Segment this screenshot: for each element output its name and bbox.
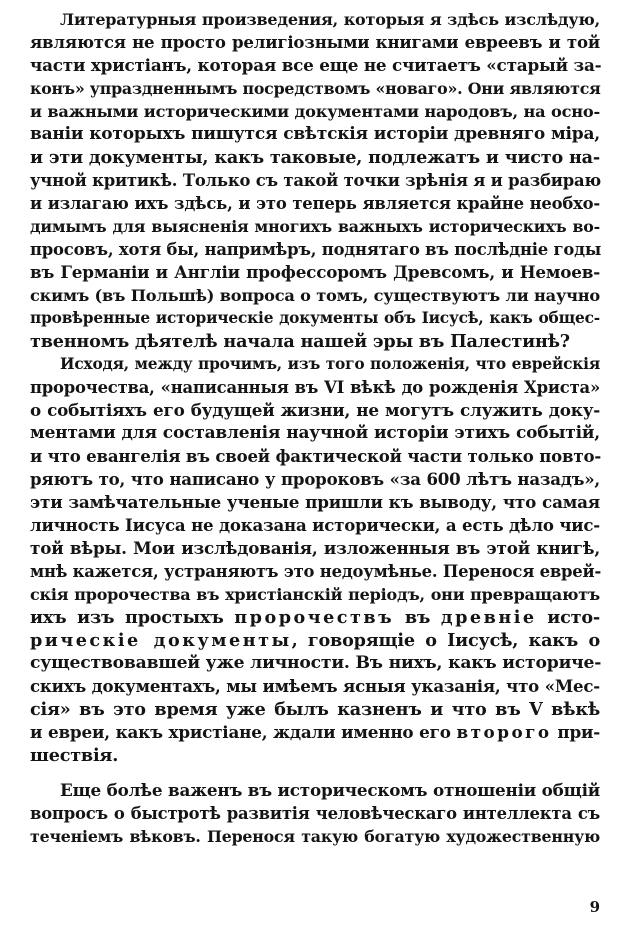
text-line: являются не просто религіозными книгами евреевъ и той — [30, 32, 600, 52]
text-line: скимъ (въ Польшѣ) вопроса о томъ, существуютъ ли научно — [30, 286, 600, 305]
text-line: провѣренные историческіе документы объ Іисусѣ, какъ общес- — [30, 309, 600, 327]
spaced-emphasis: рическіе документы — [30, 630, 292, 651]
text-span: и евреи, какъ христіане, ждали именно его — [30, 722, 457, 742]
text-line: и важными историческими документами народовъ, на осно- — [30, 102, 600, 121]
text-line: пророчества, «написанныя въ VI вѣкѣ до рожденія Христа» — [30, 378, 600, 397]
text-line: и что евангелія въ своей фактической части только повто- — [30, 446, 602, 466]
text-line: существовавшей уже личности. Въ нихъ, какъ историче- — [30, 653, 602, 673]
text-line: твенномъ дѣятелѣ начала нашей эры въ Палестинѣ? — [30, 331, 570, 352]
text-line: Еще болѣе важенъ въ историческомъ отношеніи общій — [60, 780, 601, 800]
text-line: сія» въ это время уже былъ казненъ и что въ V вѣкѣ — [30, 699, 600, 720]
text-line: личность Іисуса не доказана исторически, а есть дѣло чис- — [30, 515, 600, 535]
text-line: и эти документы, какъ таковые, подлежатъ и чисто на- — [30, 147, 600, 168]
spaced-emphasis: второго — [456, 722, 552, 742]
text-line: той вѣры. Мои изслѣдованія, изложенныя въ этой книгѣ, — [30, 538, 600, 558]
text-span: , говорящіе о Іисусѣ, какъ о — [291, 630, 600, 651]
text-line: ментами для составленія научной исторіи этихъ событій, — [30, 423, 600, 443]
text-line — [30, 721, 600, 744]
text-line: димымъ для выясненія многихъ важныхъ историческихъ во- — [30, 217, 600, 236]
text-line: скихъ документахъ, мы имѣемъ ясныя указанія, что «Мес- — [30, 676, 600, 696]
text-line: конъ» упраздненнымъ посредствомъ «новаго». Они являются — [30, 79, 601, 98]
text-line: вопросъ о быстротѣ развитія человѣческаго интеллекта съ — [30, 804, 600, 823]
text-line: эти замѣчательные ученые пришли къ выводу, что самая — [30, 492, 600, 512]
text-line — [30, 629, 600, 652]
text-line: Литературныя произведения, которыя я здѣсь изслѣдую, — [60, 10, 600, 29]
text-line: просовъ, хотя бы, напримѣръ, поднятаго въ послѣдніе годы — [30, 240, 602, 259]
text-span: въ — [394, 607, 441, 628]
text-line: скія пророчества въ христіанскій періодъ, они превращаютъ — [30, 585, 600, 604]
text-line: ряютъ то, что написано у пророковъ «за 600 лѣтъ назадъ», — [30, 469, 600, 489]
text-span: при- — [551, 722, 600, 742]
text-line: ваніи которыхъ пишутся свѣтскія исторіи древняго міра, — [30, 124, 600, 144]
text-line: теченіемъ вѣковъ. Перенося такую богатую художественную — [30, 827, 600, 846]
text-line: части христіанъ, которая все еще не считаетъ «старый за- — [30, 55, 602, 75]
spaced-emphasis: древніе — [440, 607, 537, 628]
spaced-emphasis: пророчествъ — [234, 607, 395, 628]
text-line: шествія. — [30, 745, 119, 766]
text-line — [30, 606, 600, 629]
text-line: учной критикѣ. Только съ такой точки зрѣнія я и разбираю — [30, 171, 602, 190]
text-span: ихъ изъ простыхъ — [30, 607, 235, 628]
text-line: въ Германіи и Англіи профессоромъ Древсомъ, и Немоев- — [30, 262, 600, 282]
text-line: о событіяхъ его будущей жизни, не могутъ служить доку- — [30, 400, 600, 420]
text-span: исто- — [536, 607, 600, 628]
text-line: мнѣ кажется, устраняютъ это недоумѣнье. Перенося еврей- — [30, 562, 602, 581]
text-line: Исходя, между прочимъ, изъ того положенія, что еврейскія — [60, 355, 600, 373]
page-number: 9 — [589, 898, 600, 916]
text-line: и излагаю ихъ здѣсь, и это теперь является крайне необхо- — [30, 194, 600, 213]
